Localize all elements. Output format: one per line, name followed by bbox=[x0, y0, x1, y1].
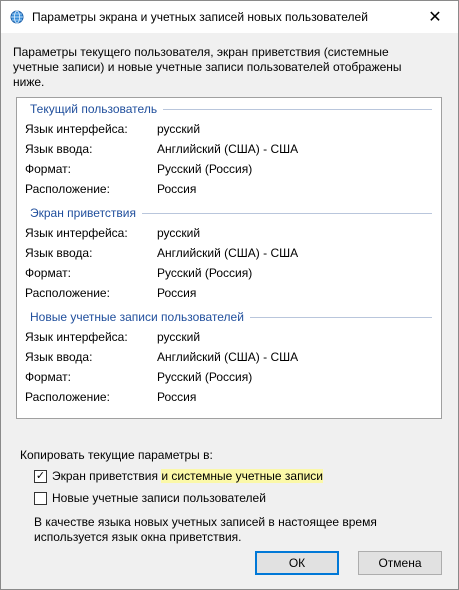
info-key: Язык ввода: bbox=[25, 350, 93, 364]
section-header-welcome-screen bbox=[30, 205, 432, 221]
window-title: Параметры экрана и учетных записей новых пользователей bbox=[32, 10, 368, 24]
info-row bbox=[25, 330, 425, 346]
new-users-checkbox-label: Новые учетные записи пользователей bbox=[52, 491, 266, 505]
info-value: Русский (Россия) bbox=[157, 162, 253, 176]
info-value: Русский (Россия) bbox=[157, 370, 253, 384]
info-value: Английский (США) - США bbox=[157, 246, 299, 260]
info-key: Расположение: bbox=[25, 182, 110, 196]
new-users-checkbox-row[interactable] bbox=[34, 490, 266, 506]
info-row bbox=[25, 182, 425, 198]
info-key: Расположение: bbox=[25, 390, 110, 404]
info-row bbox=[25, 266, 425, 282]
check-icon: ✓ bbox=[35, 469, 46, 482]
info-value: Английский (США) - США bbox=[157, 350, 299, 364]
info-row bbox=[25, 286, 425, 302]
ok-button[interactable]: ОК bbox=[255, 551, 339, 575]
info-row bbox=[25, 370, 425, 386]
section-title: Экран приветствия bbox=[30, 206, 140, 220]
info-key: Расположение: bbox=[25, 286, 110, 300]
info-value: Русский (Россия) bbox=[157, 266, 253, 280]
globe-icon bbox=[10, 10, 24, 24]
note-text: В качестве языка новых учетных записей в настоящее время используется язык окна приветствия. bbox=[34, 515, 377, 544]
info-value: Английский (США) - США bbox=[157, 142, 299, 156]
section-divider bbox=[142, 213, 432, 214]
welcome-screen-checkbox-label: Экран приветствия bbox=[52, 469, 162, 483]
info-row bbox=[25, 350, 425, 366]
info-value: Россия bbox=[157, 390, 197, 404]
info-key: Язык интерфейса: bbox=[25, 122, 128, 136]
info-key: Формат: bbox=[25, 266, 71, 280]
welcome-screen-checkbox-row[interactable] bbox=[34, 468, 323, 484]
info-value: Россия bbox=[157, 182, 197, 196]
info-key: Формат: bbox=[25, 370, 71, 384]
close-button[interactable] bbox=[412, 1, 458, 33]
title-bar bbox=[1, 1, 458, 33]
info-row bbox=[25, 142, 425, 158]
welcome-screen-checkbox[interactable] bbox=[34, 470, 47, 483]
info-value: русский bbox=[157, 122, 201, 136]
info-row bbox=[25, 226, 425, 242]
section-divider bbox=[163, 109, 432, 110]
copy-settings-label: Копировать текущие параметры в: bbox=[20, 448, 213, 462]
settings-info-box bbox=[16, 97, 442, 419]
info-value: Россия bbox=[157, 286, 197, 300]
info-value: русский bbox=[157, 330, 201, 344]
info-value: русский bbox=[157, 226, 201, 240]
info-row bbox=[25, 390, 425, 406]
cancel-button[interactable]: Отмена bbox=[358, 551, 442, 575]
info-key: Язык ввода: bbox=[25, 142, 93, 156]
description-text: Параметры текущего пользователя, экран приветствия (системные учетные записи) и новые учетные записи пользователей отображены ниже. bbox=[13, 45, 402, 89]
section-divider bbox=[250, 317, 432, 318]
system-accounts-label: и системные учетные записи bbox=[161, 469, 323, 483]
info-key: Язык интерфейса: bbox=[25, 330, 128, 344]
section-header-new-users bbox=[30, 309, 432, 325]
info-row bbox=[25, 246, 425, 262]
info-row bbox=[25, 122, 425, 138]
info-key: Язык интерфейса: bbox=[25, 226, 128, 240]
new-users-checkbox[interactable] bbox=[34, 492, 47, 505]
close-icon: ✕ bbox=[428, 9, 442, 26]
section-title: Новые учетные записи пользователей bbox=[30, 310, 248, 324]
info-key: Формат: bbox=[25, 162, 71, 176]
section-header-current-user bbox=[30, 101, 432, 117]
section-title: Текущий пользователь bbox=[30, 102, 161, 116]
info-key: Язык ввода: bbox=[25, 246, 93, 260]
info-row bbox=[25, 162, 425, 178]
